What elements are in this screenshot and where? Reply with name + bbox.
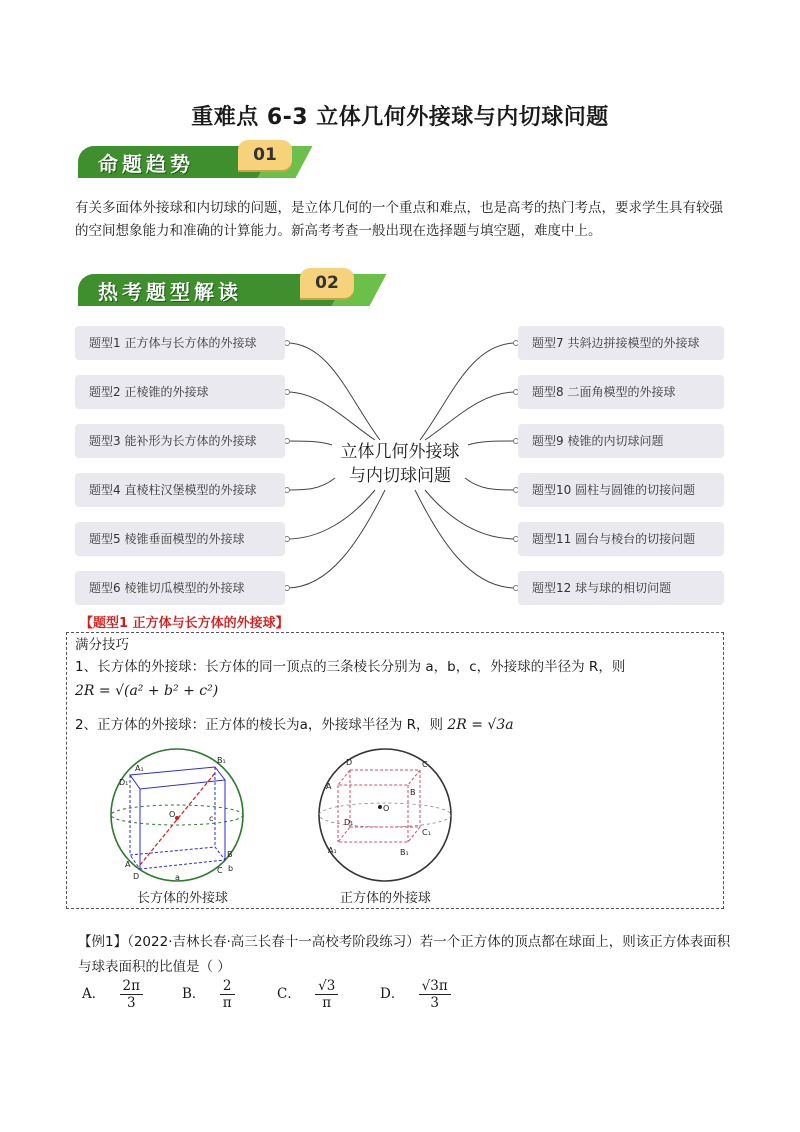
option-letter: C． [277, 986, 301, 1002]
mindmap-item-type7[interactable]: 题型7 共斜边拼接模型的外接球 [518, 326, 724, 360]
fig-label: O [169, 810, 176, 819]
mindmap-item-type4[interactable]: 题型4 直棱柱汉堡模型的外接球 [75, 473, 285, 507]
skills-title: 满分技巧 [75, 637, 129, 653]
fig-label: D₁ [344, 818, 354, 827]
mindmap-item-type10[interactable]: 题型10 圆柱与圆锥的切接问题 [518, 473, 724, 507]
cuboid-sphere-figure [105, 745, 255, 885]
mindmap-item-type12[interactable]: 题型12 球与球的相切问题 [518, 571, 724, 605]
mindmap-item-type6[interactable]: 题型6 棱锥切瓜模型的外接球 [75, 571, 285, 605]
fig-label: c [209, 814, 214, 823]
cube-sphere-figure [310, 745, 460, 885]
option-b[interactable] [182, 978, 235, 1011]
section-number-badge: 02 [300, 268, 354, 298]
option-denominator: π [222, 995, 232, 1011]
mindmap-item-type2[interactable]: 题型2 正棱锥的外接球 [75, 375, 285, 409]
fig-label: O [383, 804, 390, 813]
fig-label: A [326, 782, 332, 791]
section-label: 命题趋势 [98, 152, 194, 176]
type1-header: 【题型1 正方体与长方体的外接球】 [80, 616, 289, 631]
intro-paragraph: 有关多面体外接球和内切球的问题，是立体几何的一个重点和难点，也是高考的热门考点，要求学生具有较强的空间想象能力和准确的计算能力。新高考考查一般出现在选择题与填空题，难度中上。 [75, 200, 723, 239]
fig-label: b [228, 864, 234, 873]
fig-label: C [217, 866, 223, 875]
page-title: 重难点 6-3 立体几何外接球与内切球问题 [191, 105, 609, 130]
fig-label: a [175, 873, 180, 882]
mindmap-center-line2: 与内切球问题 [349, 466, 451, 486]
mindmap-item-type11[interactable]: 题型11 圆台与棱台的切接问题 [518, 522, 724, 556]
skills-formula1: 2R = √(a² + b² + c²) [75, 683, 219, 699]
fig-label: A [125, 860, 131, 869]
option-denominator: π [322, 995, 332, 1011]
skills-line2: 2、正方体的外接球：正方体的棱长为a，外接球半径为 R，则 [75, 717, 444, 733]
mindmap-item-type8[interactable]: 题型8 二面角模型的外接球 [518, 375, 724, 409]
fig-label: B [410, 788, 416, 797]
fig-label: A₁ [135, 764, 144, 773]
option-numerator: √3 [315, 978, 338, 995]
option-a[interactable] [82, 978, 143, 1011]
section-number-badge: 01 [238, 140, 292, 170]
option-denominator: 3 [430, 995, 439, 1011]
option-letter: B． [182, 986, 206, 1002]
mindmap-center [330, 440, 470, 488]
fig-label: D [133, 872, 140, 881]
fig-label: A₁ [328, 846, 337, 855]
option-letter: A． [82, 986, 106, 1002]
skills-formula2: 2R = √3a [447, 717, 514, 733]
skills-box [66, 632, 724, 909]
option-c[interactable] [277, 978, 338, 1011]
option-denominator: 3 [126, 995, 136, 1011]
option-numerator: 2 [220, 978, 235, 995]
fig-label: D₁ [119, 778, 129, 787]
example-question: 【例1】（2022·吉林长春·高三长春十一高校考阶段练习）若一个正方体的顶点都在球面上，则该正方体表面积与球表面积的比值是（ ） [78, 934, 731, 975]
fig-label: C [422, 760, 428, 769]
fig-label: D [346, 758, 353, 767]
fig-label: B₁ [217, 756, 226, 765]
mindmap-item-type9[interactable]: 题型9 棱锥的内切球问题 [518, 424, 724, 458]
caption-left: 长方体的外接球 [137, 891, 229, 906]
mindmap-item-type1[interactable]: 题型1 正方体与长方体的外接球 [75, 326, 285, 360]
option-numerator: √3π [419, 978, 451, 995]
fig-label: B [227, 850, 233, 859]
skills-line1: 1、长方体的外接球：长方体的同一顶点的三条棱长分别为 a，b，c，外接球的半径为 R，则 [75, 659, 626, 675]
mindmap-center-line1: 立体几何外接球 [340, 442, 460, 462]
option-numerator: 2π [120, 978, 143, 995]
option-d[interactable] [380, 978, 451, 1011]
fig-label: B₁ [400, 848, 409, 857]
caption-right: 正方体的外接球 [340, 891, 432, 906]
mindmap-item-type5[interactable]: 题型5 棱锥垂面模型的外接球 [75, 522, 285, 556]
mindmap-item-type3[interactable]: 题型3 能补形为长方体的外接球 [75, 424, 285, 458]
fig-label: C₁ [422, 828, 431, 837]
option-letter: D． [380, 986, 405, 1002]
section-label: 热考题型解读 [98, 280, 242, 304]
